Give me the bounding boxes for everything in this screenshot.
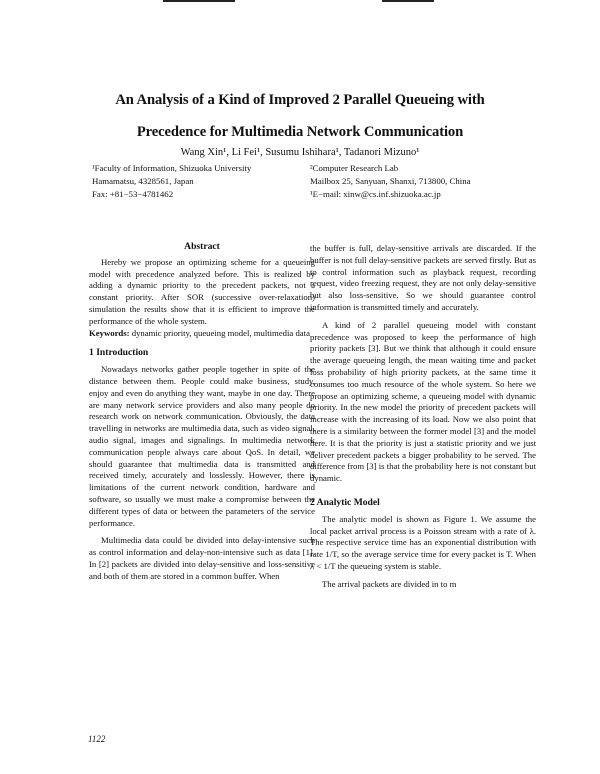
section-2-paragraph: The arrival packets are divided in to m: [322, 578, 457, 589]
affiliation-left-line: Hamamatsu, 4328561, Japan: [92, 176, 194, 186]
paper-title-line-2: Precedence for Multimedia Network Communication: [136, 124, 464, 140]
author-list: Wang Xin¹, Li Fei¹, Susumu Ishihara¹, Tadanori Mizuno¹: [180, 147, 420, 158]
paper-title-line-1: An Analysis of a Kind of Improved 2 Parallel Queueing with: [115, 92, 485, 108]
abstract-heading: Abstract: [184, 241, 220, 252]
affiliation-right: [310, 162, 471, 201]
abstract-text: Hereby we propose an optimizing scheme for a queueing model with precedence analyzed before. This is realized by adding a dynamic priority to the precedent packets, not a constant priority. After SOR (successive over-relaxation) simulation the results show that it is efficient to improve the performance of the whole system.: [89, 256, 315, 326]
continued-paragraph: the buffer is full, delay-sensitive arrivals are discarded. If the buffer is not full delay-sensitive packets are served firstly. But as to control information such as playback request, recording request, video freezing request, they are not only delay-sensitive but also loss-sensitive. So we should guarantee control information is transmitted timely and accurately.: [310, 243, 536, 312]
keywords-label: Keywords:: [89, 327, 130, 338]
section-1-heading: 1 Introduction: [89, 347, 149, 359]
keywords: [89, 328, 315, 340]
page-number: 1122: [88, 734, 106, 744]
left-column: [89, 241, 315, 583]
affiliation-left-line: ¹Faculty of Information, Shizuoka University: [92, 163, 252, 173]
keywords-text: dynamic priority, queueing model, multimedia data: [131, 327, 310, 338]
affiliation-right-line: ¹E−mail: xinw@cs.inf.shizuoka.ac.jp: [310, 189, 441, 199]
affiliation-right-line: ²Computer Research Lab: [310, 163, 399, 173]
section-2-heading: 2 Analytic Model: [310, 496, 380, 508]
affiliation-left: [92, 162, 251, 201]
section-2-paragraph: The analytic model is shown as Figure 1. We assume the local packet arrival process is a Poisson stream with a rate of λ. The respective service time has an exponential distribution with rate 1/T, so the average service time for every packet is T. When λ < 1/T the queueing system is stable.: [310, 513, 536, 571]
section-1-paragraph: Nowadays networks gather people together in spite of the distance between them. People could make business, study, enjoy and even do anything they want, maybe in one day. There are many network service providers and also many people do research work on network communication. Obviously, the data travelling in networks are multimedia data, such as video signal, audio signal, images and signalings. In multimedia network communication people always care about QoS. In detail, we should guarantee that multimedia data is transmitted and received timely, accurately and losslessly. However, there is limitations of the current network condition, hardware and software, so usually we must make a compromise between the different types of data or between the parameters of the service performance.: [89, 364, 315, 528]
section-1-paragraph: A kind of 2 parallel queueing model with constant precedence was proposed to keep the performance of high priority packets [3]. But we think that although it could ensure the average queueing length, the mean waiting time and packet loss probability of high priority packets, at the same time it consumes too much resource of the whole system. So here we propose an optimizing scheme, a queueing model with dynamic priority. In the new model the priority of precedent packets will increase with the increasing of its load. Now we also point that there is a similarity between the former model [3] and the model here. It is that the priority is just a statistic priority and we just deliver precedent packets a bigger probability to be served. The difference from [3] is that the probability here is not constant but dynamic.: [310, 319, 536, 484]
affiliation-left-line: Fax: +81−53−4781462: [92, 189, 174, 199]
top-rule-left: [163, 0, 235, 2]
top-rule-right: [382, 0, 434, 2]
affiliation-right-line: Mailbox 25, Sanyuan, Shanxi, 713800, China: [310, 176, 471, 186]
section-1-paragraph: Multimedia data could be divided into delay-intensive such as control information and delay-non-intensive such as data [1]. In [2] packets are divided into delay-sensitive and loss-sensitive and both of them are stored in a common buffer. When: [89, 535, 315, 581]
right-column: [310, 243, 536, 591]
